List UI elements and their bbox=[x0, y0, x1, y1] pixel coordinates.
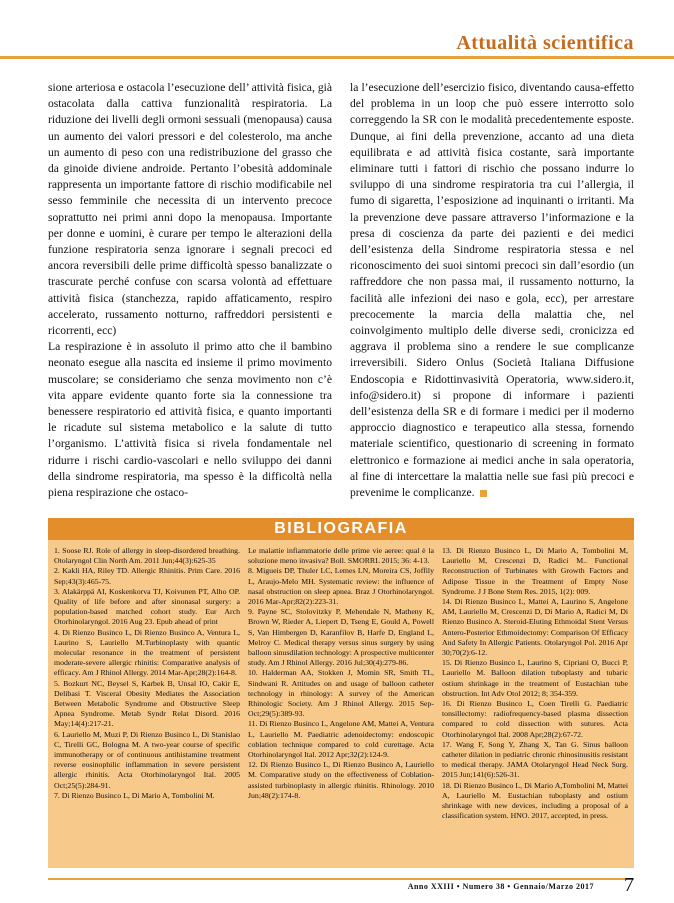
reference: Le malattie infiammatorie delle prime vie aeree: qual è la soluzione meno invasiva? Boll. SMORRL 2015; 36: 4-13. bbox=[248, 546, 434, 566]
bibliography-column-3 bbox=[442, 546, 628, 821]
reference: 3. Alakärppä AI, Koskenkorva TJ, Koivunen PT, Alho OP. Quality of life before and after sinonasal surgery: a population-based matched cohort study. Eur Arch Otorhinolaryngol. 2016 Aug 23. Epub ahead of print bbox=[54, 586, 240, 627]
bibliography-box bbox=[48, 518, 634, 868]
reference: 5. Bozkurt NC, Beysel S, Karbek B, Unsal IO, Cakir E, Delibasi T. Visceral Obesity Mediates the Association Between Metabolic Syndrome and Obstructive Sleep Apnea Syndrome. Metab Syndr Relat Disord. 2016 May;14(4):217-21. bbox=[54, 678, 240, 729]
right-column bbox=[350, 80, 634, 512]
page-footer bbox=[48, 874, 634, 898]
reference: 18. Di Rienzo Businco L, Di Mario A,Tombolini M, Mattei A, Lauriello M. Eustachian tuboplasty and ostium shrinkage with new devices, including a proposal of a classification system. HNO. 2017, accepted, in press. bbox=[442, 780, 628, 821]
reference: 12. Di Rienzo Businco L, Di Rienzo Businco A, Lauriello M. Comparative study on the effectiveness of Coblation-assisted turbinoplasty in allergic rhinitis. Rhinology. 2010 Jun;48(2):174-8. bbox=[248, 760, 434, 800]
reference: 10. Halderman AA, Stokken J, Momin SR, Smith TL, Sindwani R. Attitudes on and usage of balloon catheter technology in rhinology: A survey of the American Rhinologic Society. Am J Rhinol Allergy. 2015 Sep-Oct;29(5):389-93. bbox=[248, 668, 434, 719]
reference: 14. Di Rienzo Businco L, Mattei A, Laurino S, Angelone AM, Lauriello M, Crescenzi D, Di Mario A, Radici M, Di Rienzo Businco A. Steroid-Eluting Ethmoidal Stent Versus Antero-Posterior Ethmoidectomy: Comparison Of Efficacy And Safety In Allergic Patients. Otolaryngol Pol. 2016 Apr 30;70(2):6-12. bbox=[442, 597, 628, 658]
page-number: 7 bbox=[624, 874, 634, 896]
paragraph: sione arteriosa e ostacola l’esecuzione dell’ attività fisica, già ostacolata dalla cattiva funzionalità respiratoria. La riduzione dei livelli degli ormoni sessuali (menopausa) causa un aumento dei valori pressori e del colesterolo, ma anche un aumento di peso con una redistribuzione del grasso che da ginoide diviene androide. Pertanto l’obesità addominale rappresenta un importante fattore di rischio modificabile nel sesso femminile che necessita di un intervento precoce soprattutto nei primi anni dopo la menopausa. Importante per donne e uomini, è curare per tempo le alterazioni della funzione respiratoria senza ignorare i segnali precoci ed ancora reversibili delle prime difficoltà spesso banalizzate o trascurate perché confuse con scarsa volontà ad effettuare attività fisica (stanchezza, rapido affaticamento, respiro accelerato, russamento notturno, raffreddori persistenti e ricorrenti, ecc) bbox=[48, 81, 332, 338]
bibliography-column-1 bbox=[54, 546, 240, 821]
reference: 17. Wang F, Song Y, Zhang X, Tan G. Sinus balloon catheter dilation in pediatric chronic rhinosinusitis resistant to medical therapy. JAMA Otolaryngol Head Neck Surg. 2015 Jun;141(6):526-31. bbox=[442, 739, 628, 780]
article-body bbox=[48, 80, 634, 512]
section-title: Attualità scientifica bbox=[456, 32, 634, 54]
reference: 8. Migueis DP, Thuler LC, Lemes LN, Moreira CS, Joffily L, Araujo-Melo MH. Systematic review: the influence of nasal obstruction on sleep apnea. Braz J Otorhinolaryngol. 2016 Mar-Apr;82(2):223-31. bbox=[248, 566, 434, 607]
paragraph: La respirazione è in assoluto il primo atto che il bambino neonato esegue alla nascita ed insieme il primo movimento muscolare; se consideriamo che senza movimento non c’è vita appare evidente quanto forte sia la connessione tra benessere respiratorio ed attività fisica, e quanto importanti le ricadute sul sistema metabolico e la salute di tutto l’organismo. L’attività fisica si rivela fondamentale nel ridurre i rischi cardio-vascolari e nello sviluppo dei danni della sindrome respiratoria, ma spesso è la difficoltà nella piena respirazione che ostaco- bbox=[48, 340, 332, 500]
bibliography-column-2 bbox=[248, 546, 434, 821]
reference: 1. Soose RJ. Role of allergy in sleep-disordered breathing. Otolaryngol Clin North Am. 2011 Jun;44(3):625-35 bbox=[54, 546, 240, 566]
reference: 11. Di Rienzo Businco L, Angelone AM, Mattei A, Ventura L, Lauriello M. Paediatric adenoidectomy: endoscopic coblation technique compared to cold curettage. Acta Otorhinolaryngol Ital. 2012 Apr;32(2):124-9. bbox=[248, 719, 434, 760]
reference: 7. Di Rienzo Businco L, Di Mario A, Tombolini M. bbox=[54, 790, 215, 800]
footer-rule bbox=[48, 878, 634, 880]
reference: 15. Di Rienzo Businco L, Laurino S, Cipriani O, Bucci P, Lauriello M. Balloon dilation tuboplasty and tubaric ostium shrinkage in the treatment of Eustachian tube obstruction. Int Adv Otol 2012; 8; 354-359. bbox=[442, 658, 628, 698]
reference: 4. Di Rienzo Businco L, Di Rienzo Businco A, Ventura L, Laurino S, Lauriello M.Turbinoplasty with quantic molecular resonance in the treatment of persistent moderate-severe allergic rhinitis: Comparative analysis of efficacy. Am J Rhinol Allergy. 2014 Mar-Apr;28(2):164-8. bbox=[54, 627, 240, 678]
paragraph: la l’esecuzione dell’esercizio fisico, diventando causa-effetto del problema in un loop che può essere interrotto solo correggendo la SR con le modalità precedentemente esposte. Dunque, ai fini della prevenzione, accanto ad una dieta equilibrata e ad attività fisica costante, sarà importante eliminare tutti i fattori di rischio che possano indurre lo sviluppo di una sindrome respiratoria tra cui l’allergia, il fumo di sigaretta, l’esposizione ad inquinanti o irritanti. Ma la prevenzione deve passare attraverso l’informazione e la presa di coscienza da parte dei pazienti e dei medici dell’esistenza della Sindrome respiratoria stessa e nel riconoscimento dei suoi sintomi precoci sin dall’esordio (un raffreddore che non passa mai, il russamento notturno, la facilità alle infezioni dei naso e gola, ecc), per arrestare precocemente la marcia della malattia che, nel coinvolgimento multiplo delle diverse sedi, cronicizza ed aggrava il problema sino a rendere le sue complicanze irreversibili. Sidero Onlus (Società Italiana Diffusione Endoscopia e Ridottinvasività Operatoria, www.sidero.it, info@sidero.it) si propone di informare i pazienti dell’esistenza della SR e di formare i medici per il moderno approccio diagnostico e terapeutico alla stessa, fornendo materiale scientifico, questionario di screening in formato elettronico e formazione ai medici anche in sala operatoria, al fine di intercettare la malattia nelle sue fasi più precoci e prevenime le complicanze. bbox=[350, 81, 634, 500]
bibliography-title: BIBLIOGRAFIA bbox=[48, 518, 634, 540]
page-header bbox=[0, 0, 674, 66]
reference: 6. Lauriello M, Muzi P, Di Rienzo Businco L, Di Stanislao C, Tirelli GC, Bologna M. A two-year course of specific immunotherapy or of continuous antihistamine treatment reverse eosinophilic inflammation in severe persistent allergic rhinitis. Acta Otorhinolaryngol Ital. 2005 Oct;25(5):284-91. bbox=[54, 729, 240, 790]
reference: 2. Kakli HA, Riley TD. Allergic Rhinitis. Prim Care. 2016 Sep;43(3):465-75. bbox=[54, 566, 240, 586]
reference: 16. Di Rienzo Businco L, Coen Tirelli G. Paediatric tonsillectomy: radiofrequency-based plasma dissection compared to cold dissection with sutures. Acta Otorhinolaryngol Ital. 2008 Apr;28(2):67-72. bbox=[442, 699, 628, 739]
reference: 13. Di Rienzo Businco L, Di Mario A, Tombolini M, Lauriello M, Crescenzi D, Radici M.. Functional Reconstruction of Turbinates with Growth Factors and Adipose Tissue in the Treatment of Empty Nose Syndrome. J J Bone Stem Res. 2015, 1(2): 009. bbox=[442, 546, 628, 596]
header-rule bbox=[0, 56, 674, 59]
reference: 9. Payne SC, Stolovitzky P, Mehendale N, Matheny K, Brown W, Rieder A, Liepert D, Tseng E, Gould A, Powell S, Van Himbergen D, Karanfilov B, Harfe D, England L, Melroy C. Medical therapy versus sinus surgery by using balloon sinusdilation technology: A prospective multicenter study. Am J Rhinol Allergy. 2016 Jul;30(4):279-86. bbox=[248, 607, 435, 668]
left-column bbox=[48, 80, 332, 512]
issue-info: Anno XXIII • Numero 38 • Gennaio/Marzo 2017 bbox=[407, 882, 594, 891]
end-mark-icon bbox=[480, 490, 487, 497]
